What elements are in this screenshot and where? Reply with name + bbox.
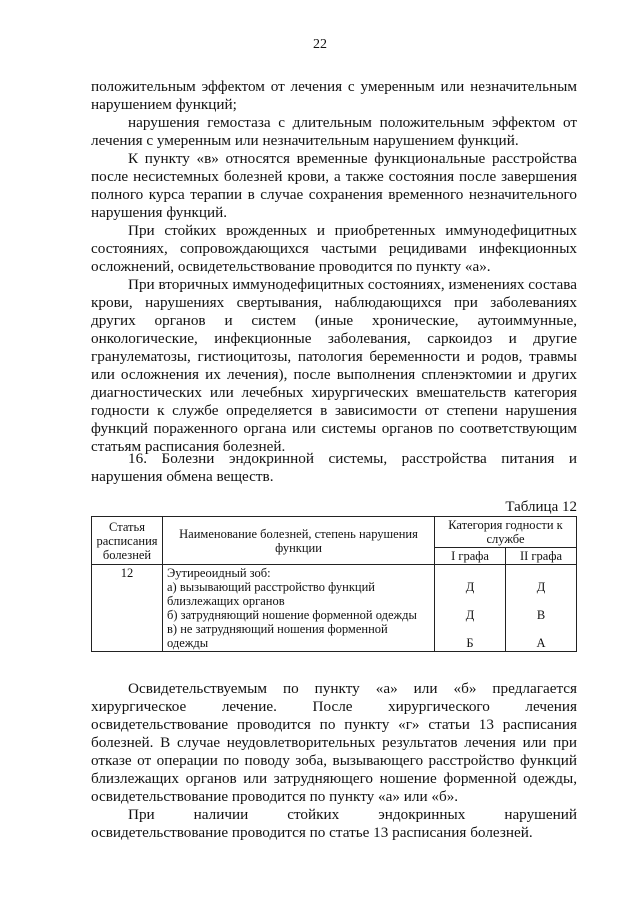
table-caption: Таблица 12: [505, 499, 577, 515]
disease-table: [91, 516, 577, 652]
section-heading-text: 16. Болезни эндокринной системы, расстройства питания и нарушения обмена веществ.: [91, 450, 577, 485]
item-c-g2: А: [536, 636, 546, 650]
header-name: Наименование болезней, степень нарушения функции: [163, 517, 435, 565]
item-c-g1: Б: [466, 636, 474, 650]
graph1-cell: [435, 565, 506, 652]
item-a-g2: Д: [536, 580, 546, 594]
item-b-g1: Д: [465, 608, 475, 622]
paragraph: При вторичных иммунодефицитных состояниях, изменениях состава крови, нарушениях свертывания, наблюдающихся при заболеваниях других органов и систем (иные хронические, аутоиммунные, онкологические, инфекционные заболевания, саркоидоз и другие гранулематозы, гистиоцитозы, патология беременности и родов, травмы или осложнения их лечения), после выполнения спленэктомии и других диагностических или лечебных хирургических вмешательств категория годности к службе определяется в зависимости от степени нарушения функций пораженного органа или системы органов по соответствующим статьям расписания болезней.: [91, 276, 577, 455]
article-cell: 12: [92, 565, 163, 652]
body-text-bottom: [91, 680, 577, 842]
page-number: 22: [313, 37, 327, 52]
section-heading: [91, 450, 577, 486]
header-article: Статья расписания болезней: [92, 517, 163, 565]
paragraph: При стойких врожденных и приобретенных иммунодефицитных состояниях, сопровождающихся частыми рецидивами инфекционных осложнений, освидетельствование проводится по пункту «а».: [91, 222, 577, 275]
paragraph: Освидетельствуемым по пункту «а» или «б» предлагается хирургическое лечение. После хирургического лечения освидетельствование проводится по пункту «г» статьи 13 расписания болезней. В случае неудовлетворительных результатов лечения или при отказе от операции по поводу зоба, вызывающего расстройство функций близлежащих органов или затрудняющего ношение форменной одежды, освидетельствование проводится по пункту «а» или «б».: [91, 680, 577, 805]
item-a-g1: Д: [465, 580, 475, 594]
graph2-cell: [506, 565, 577, 652]
paragraph: положительным эффектом от лечения с умеренным или незначительным нарушением функций;: [91, 78, 577, 113]
table-header-row: [92, 517, 577, 548]
body-text-top: [91, 78, 577, 456]
item-b-g2: В: [536, 608, 546, 622]
header-graph2: II графа: [506, 548, 577, 565]
header-category: Категория годности к службе: [435, 517, 577, 548]
disease-cell: [163, 565, 435, 652]
item-b: б) затрудняющий ношение форменной одежды: [167, 608, 417, 622]
item-a: а) вызывающий расстройство функций близлежащих органов: [167, 580, 375, 608]
disease-title: Эутиреоидный зоб:: [167, 566, 271, 580]
paragraph: При наличии стойких эндокринных нарушений освидетельствование проводится по статье 13 расписания болезней.: [91, 806, 577, 841]
item-c: в) не затрудняющий ношения форменной одежды: [167, 622, 388, 650]
paragraph: нарушения гемостаза с длительным положительным эффектом от лечения с умеренным или незначительным нарушением функций.: [91, 114, 577, 149]
header-graph1: I графа: [435, 548, 506, 565]
paragraph: К пункту «в» относятся временные функциональные расстройства после несистемных болезней крови, а также состояния после завершения полного курса терапии в случае сохранения временного незначительного нарушения функций.: [91, 150, 577, 221]
table-row: [92, 565, 577, 652]
